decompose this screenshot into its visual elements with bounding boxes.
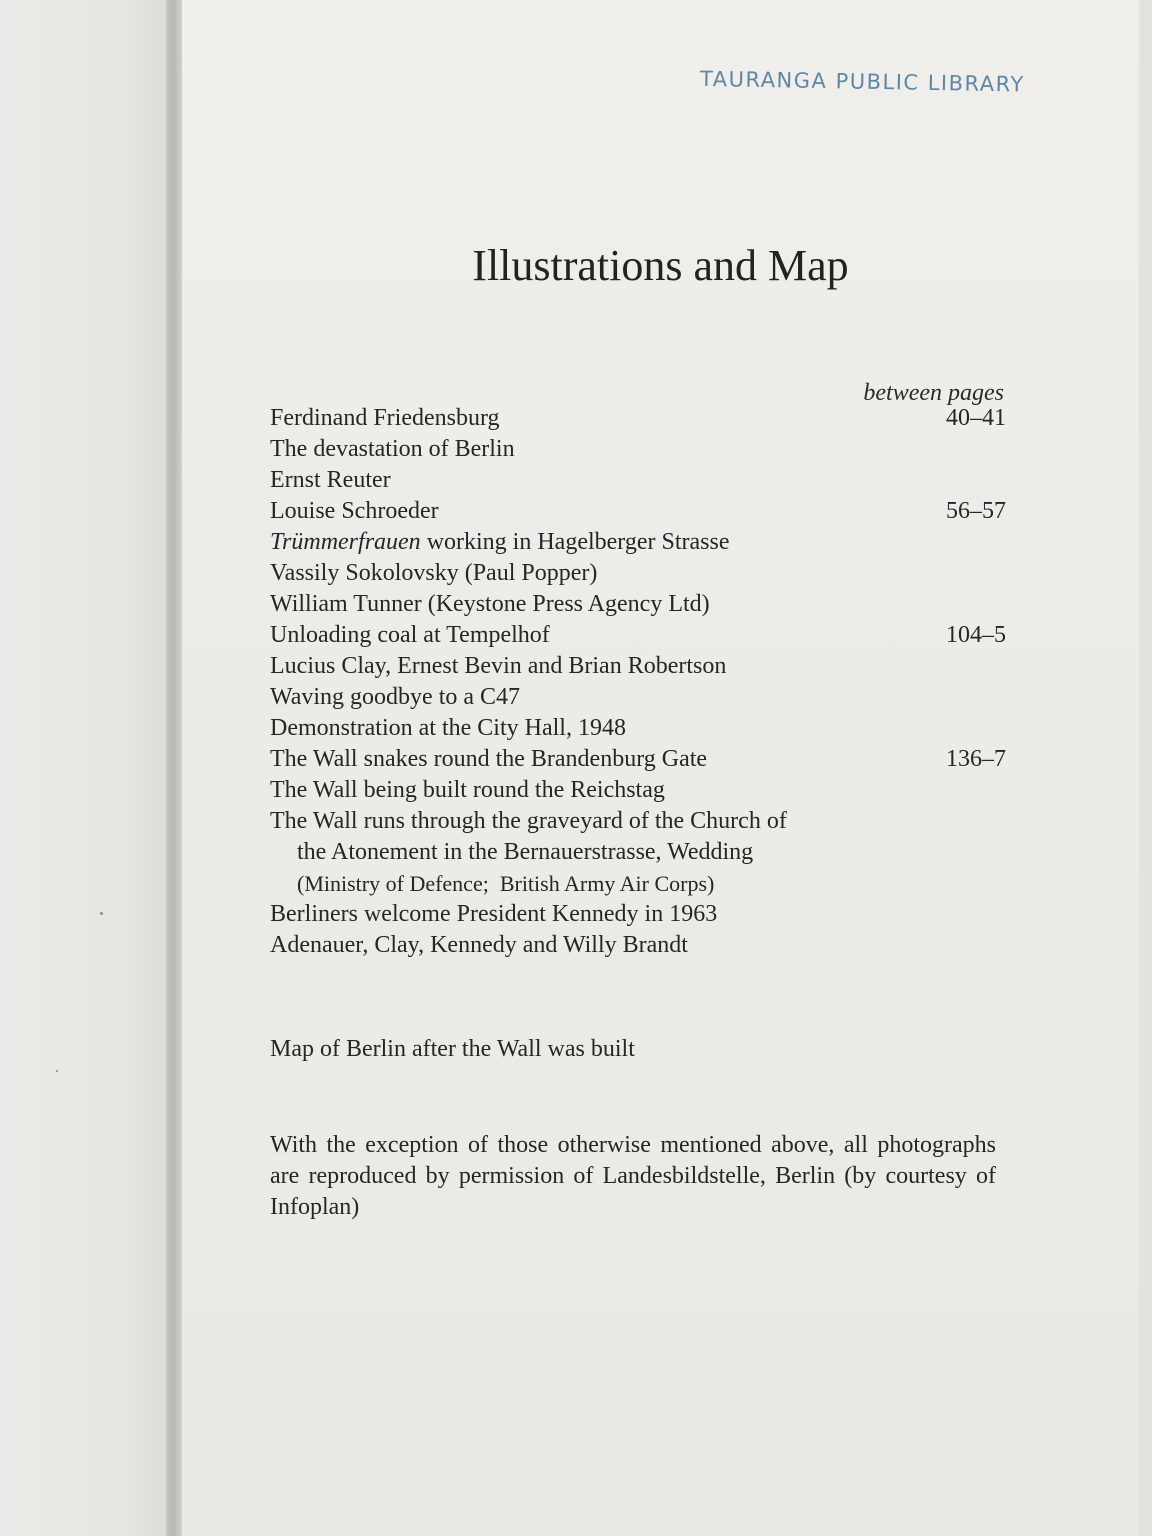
list-item <box>270 434 1005 465</box>
item-text: working in Hagelberger Strasse <box>420 529 730 555</box>
list-item <box>270 403 1005 434</box>
list-item <box>270 589 1005 620</box>
item-text: Berliners welcome President Kennedy in 1963 <box>270 901 718 927</box>
list-item <box>270 775 1005 806</box>
item-text: Demonstration at the City Hall, 1948 <box>270 715 626 741</box>
item-text: Louise Schroeder <box>270 498 439 524</box>
page-title: Illustrations and Map <box>472 241 849 290</box>
item-text: The Wall runs through the graveyard of the Church of <box>270 808 787 834</box>
item-continuation: the Atonement in the Bernauerstrasse, Wedding <box>297 839 754 865</box>
item-text: Ferdinand Friedensburg <box>270 405 500 431</box>
item-italic-text: Trümmerfrauen <box>270 529 421 555</box>
item-text: Vassily Sokolovsky (Paul Popper) <box>270 560 598 586</box>
facing-page <box>0 0 170 1536</box>
item-text: Unloading coal at Tempelhof <box>270 622 550 648</box>
item-text: Ernst Reuter <box>270 467 391 493</box>
item-text: Waving goodbye to a C47 <box>270 684 521 710</box>
page-range: 40–41 <box>946 405 1006 431</box>
list-item <box>270 682 1005 713</box>
book-page <box>182 0 1139 1536</box>
item-text: William Tunner (Keystone Press Agency Ltd) <box>270 591 710 617</box>
list-item <box>270 899 1005 930</box>
page-range: 104–5 <box>946 622 1006 648</box>
list-item <box>270 930 1005 961</box>
list-item <box>270 527 1005 558</box>
list-item <box>270 651 1005 682</box>
item-text: The devastation of Berlin <box>270 436 515 462</box>
page-range: 56–57 <box>946 498 1006 524</box>
page-edge-backdrop <box>1139 0 1152 1536</box>
credits-note: With the exception of those otherwise mentioned above, all photographs are reproduced by permission of Landesbildstelle, Berlin (by courtesy of Infoplan) <box>270 1132 996 1220</box>
list-item <box>270 465 1005 496</box>
page-range: 136–7 <box>946 746 1006 772</box>
item-text: Lucius Clay, Ernest Bevin and Brian Robertson <box>270 653 727 679</box>
list-item <box>270 744 1005 775</box>
item-text: The Wall snakes round the Brandenburg Gate <box>270 746 708 772</box>
list-item <box>270 713 1005 744</box>
list-item <box>270 496 1005 527</box>
ink-speck <box>100 912 103 915</box>
map-entry: Map of Berlin after the Wall was built <box>270 1036 635 1062</box>
item-credit: (Ministry of Defence; British Army Air Corps) <box>297 871 715 896</box>
list-item <box>270 620 1005 651</box>
illustrations-list <box>270 403 1005 961</box>
item-text: Adenauer, Clay, Kennedy and Willy Brandt <box>270 932 688 958</box>
item-text: The Wall being built round the Reichstag <box>270 777 665 803</box>
list-item <box>270 558 1005 589</box>
between-pages-label: between pages <box>863 380 1004 406</box>
list-item <box>270 806 1005 899</box>
ink-speck <box>56 1070 58 1072</box>
library-stamp: TAURANGA PUBLIC LIBRARY <box>699 66 1025 97</box>
